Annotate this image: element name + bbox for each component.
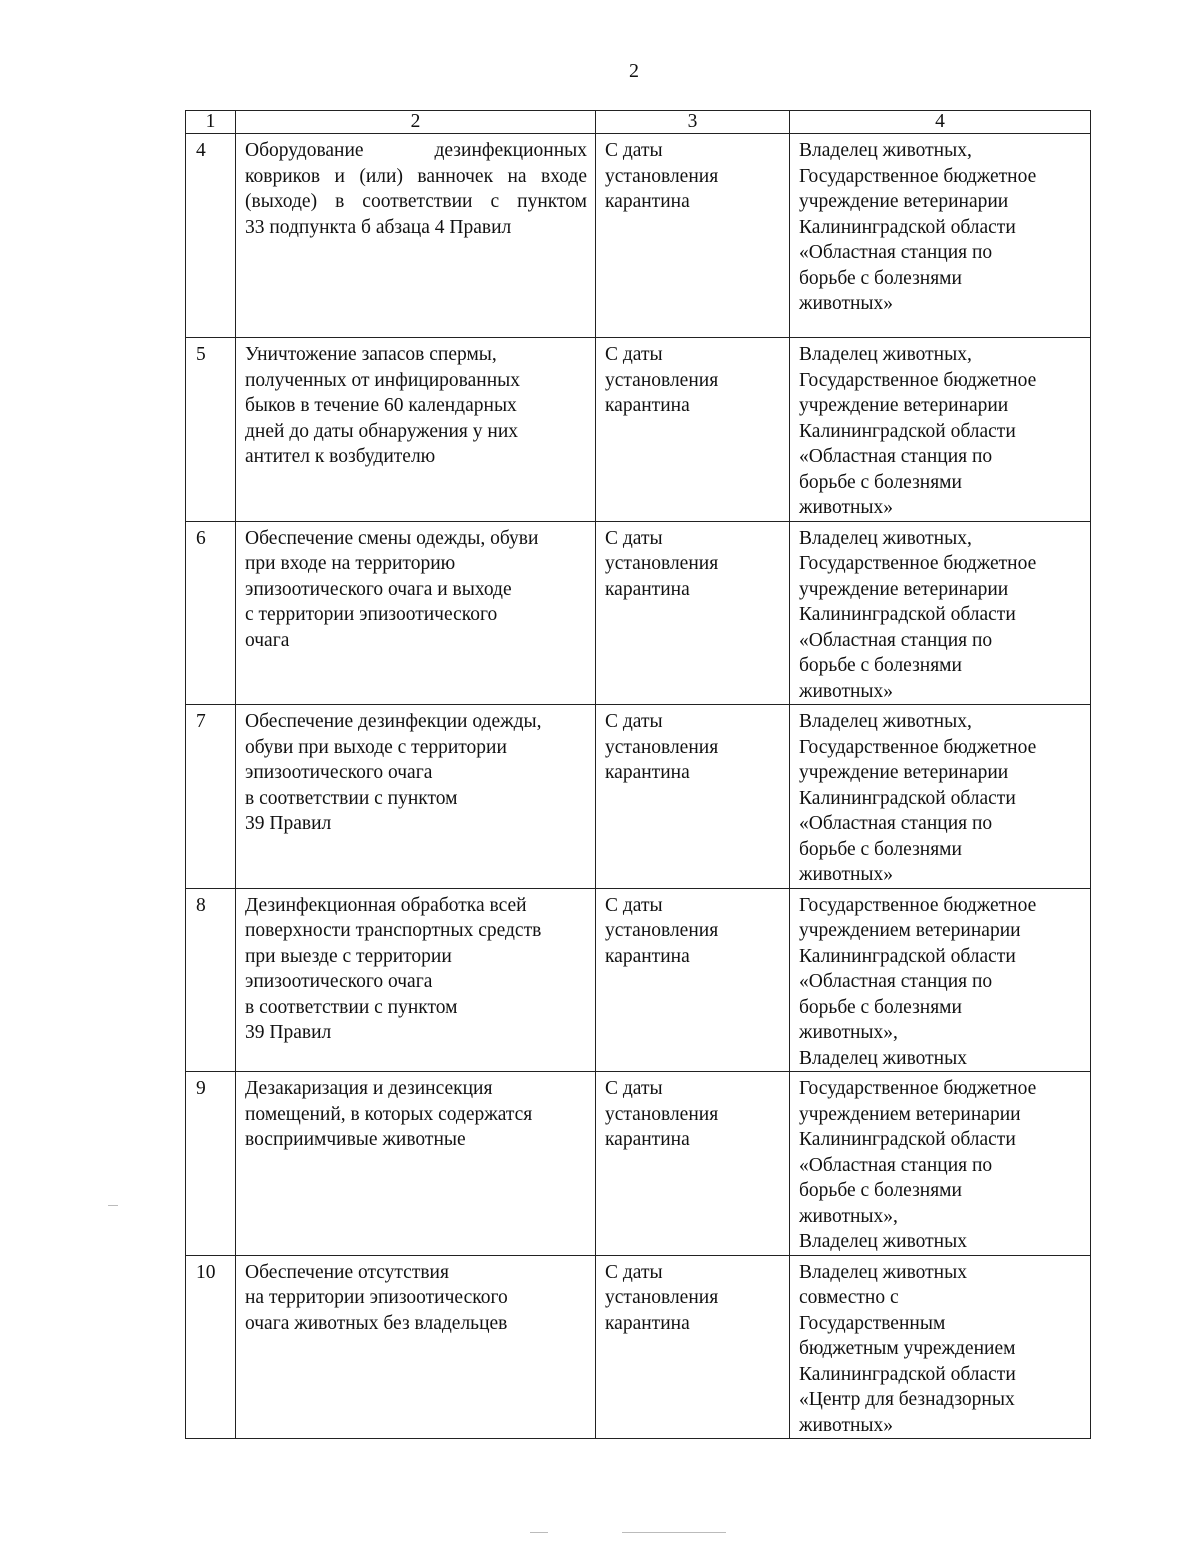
- term-line: установления: [605, 1287, 719, 1308]
- term-line: карантина: [605, 395, 690, 416]
- table-row: [186, 134, 1091, 338]
- measure-line: 39 Правил: [245, 813, 332, 834]
- responsible-line: Государственное бюджетное: [799, 369, 1037, 391]
- responsible-line: борьбе с болезнями: [799, 996, 962, 1018]
- responsible-line: учреждение ветеринарии: [799, 395, 1009, 416]
- measure-line: в соответствии с пунктом: [245, 787, 458, 809]
- table-header-row: [186, 111, 1091, 134]
- responsible-line: животных»,: [799, 1205, 898, 1227]
- table-row: [186, 705, 1091, 889]
- responsible-line: Владелец животных: [799, 1231, 967, 1252]
- page-number: 2: [629, 60, 639, 82]
- measure-line: восприимчивые животные: [245, 1129, 466, 1150]
- measure-cell: [236, 1255, 596, 1439]
- term-line: установления: [605, 369, 719, 391]
- measure-line: Обеспечение смены одежды, обуви: [245, 527, 539, 549]
- responsible-line: Государственное бюджетное: [799, 894, 1037, 916]
- term-line: установления: [605, 1103, 719, 1125]
- responsible-cell: [790, 888, 1091, 1072]
- responsible-line: учреждением ветеринарии: [799, 1103, 1021, 1125]
- responsible-line: Владелец животных,: [799, 711, 972, 732]
- responsible-line: Калининградской области: [799, 787, 1016, 809]
- term-cell: [596, 338, 790, 522]
- column-header-1: 1: [186, 111, 236, 134]
- responsible-line: «Областная станция по: [799, 446, 993, 467]
- row-number: 4: [186, 134, 236, 338]
- term-line: карантина: [605, 1312, 690, 1334]
- term-line: С даты: [605, 527, 663, 549]
- term-line: карантина: [605, 762, 690, 783]
- term-line: карантина: [605, 191, 690, 212]
- measure-line: Дезакаризация и дезинсекция: [245, 1078, 493, 1099]
- responsible-line: учреждение ветеринарии: [799, 762, 1009, 783]
- responsible-line: Владелец животных,: [799, 140, 972, 161]
- measure-line: антител к возбудителю: [245, 446, 436, 467]
- table-row: [186, 888, 1091, 1072]
- responsible-line: животных»: [799, 864, 894, 885]
- responsible-line: Калининградской области: [799, 604, 1016, 625]
- responsible-line: Калининградской области: [799, 216, 1016, 238]
- term-cell: [596, 521, 790, 705]
- responsible-cell: [790, 521, 1091, 705]
- term-cell: [596, 134, 790, 338]
- responsible-line: животных»: [799, 293, 894, 314]
- row-number: 6: [186, 521, 236, 705]
- responsible-line: животных»: [799, 680, 894, 702]
- responsible-line: учреждением ветеринарии: [799, 920, 1021, 941]
- measure-line: очага животных без владельцев: [245, 1312, 508, 1334]
- responsible-line: Государственное бюджетное: [799, 736, 1037, 758]
- responsible-line: животных»,: [799, 1022, 898, 1043]
- responsible-line: борьбе с болезнями: [799, 471, 962, 493]
- measure-line: быков в течение 60 календарных: [245, 395, 517, 416]
- measure-line: (выходе) в соответствии с пунктом: [245, 191, 587, 212]
- scan-artifact: [530, 1532, 548, 1533]
- responsible-line: «Областная станция по: [799, 813, 993, 834]
- measure-line: Обеспечение отсутствия: [245, 1261, 449, 1283]
- term-line: установления: [605, 553, 719, 574]
- measure-line: Оборудование дезинфекционных: [245, 140, 587, 161]
- term-line: карантина: [605, 1129, 690, 1150]
- responsible-line: учреждение ветеринарии: [799, 578, 1009, 600]
- responsible-line: животных»: [799, 497, 894, 518]
- measure-cell: [236, 521, 596, 705]
- term-cell: [596, 1072, 790, 1256]
- term-line: С даты: [605, 1261, 663, 1283]
- term-cell: [596, 705, 790, 889]
- responsible-line: Владелец животных,: [799, 527, 972, 549]
- responsible-line: Государственное бюджетное: [799, 165, 1037, 187]
- responsible-line: Государственным: [799, 1312, 946, 1334]
- row-number: 8: [186, 888, 236, 1072]
- measure-line: очага: [245, 629, 290, 651]
- table-row: [186, 521, 1091, 705]
- column-header-3: 3: [596, 111, 790, 134]
- responsible-line: Владелец животных: [799, 1047, 967, 1069]
- responsible-line: Калининградской области: [799, 420, 1016, 442]
- term-line: С даты: [605, 711, 663, 732]
- measure-line: 33 подпункта б абзаца 4 Правил: [245, 216, 512, 238]
- term-line: установления: [605, 736, 719, 758]
- term-line: установления: [605, 920, 719, 941]
- measure-line: поверхности транспортных средств: [245, 920, 542, 941]
- measure-line: с территории эпизоотического: [245, 604, 498, 625]
- responsible-cell: [790, 705, 1091, 889]
- term-cell: [596, 888, 790, 1072]
- responsible-line: Калининградской области: [799, 1363, 1016, 1385]
- measure-line: 39 Правил: [245, 1022, 332, 1043]
- measure-line: эпизоотического очага и выходе: [245, 578, 512, 600]
- measure-line: Уничтожение запасов спермы,: [245, 344, 497, 365]
- term-line: установления: [605, 165, 719, 187]
- measure-line: полученных от инфицированных: [245, 369, 520, 391]
- measure-cell: [236, 338, 596, 522]
- responsible-line: бюджетным учреждением: [799, 1338, 1016, 1359]
- responsible-cell: [790, 1072, 1091, 1256]
- row-number: 9: [186, 1072, 236, 1256]
- table-row: [186, 1255, 1091, 1439]
- scan-artifact: [622, 1532, 726, 1533]
- term-line: карантина: [605, 945, 690, 967]
- measure-line: Дезинфекционная обработка всей: [245, 894, 527, 916]
- measure-line: эпизоотического очага: [245, 762, 433, 783]
- responsible-line: борьбе с болезнями: [799, 1180, 962, 1201]
- responsible-line: борьбе с болезнями: [799, 838, 962, 860]
- term-line: С даты: [605, 344, 663, 365]
- row-number: 10: [186, 1255, 236, 1439]
- row-number: 7: [186, 705, 236, 889]
- responsible-line: Государственное бюджетное: [799, 553, 1037, 574]
- term-cell: [596, 1255, 790, 1439]
- column-header-4: 4: [790, 111, 1091, 134]
- responsible-line: «Областная станция по: [799, 971, 993, 992]
- responsible-line: учреждение ветеринарии: [799, 191, 1009, 212]
- responsible-line: борьбе с болезнями: [799, 267, 962, 289]
- measures-table: [185, 110, 1091, 1439]
- responsible-line: Владелец животных: [799, 1261, 967, 1283]
- term-line: С даты: [605, 1078, 663, 1099]
- measure-line: при выезде с территории: [245, 945, 452, 967]
- responsible-line: Владелец животных,: [799, 344, 972, 365]
- term-line: С даты: [605, 140, 663, 161]
- responsible-line: «Областная станция по: [799, 629, 993, 651]
- measure-line: эпизоотического очага: [245, 971, 433, 992]
- measure-cell: [236, 134, 596, 338]
- table-row: [186, 338, 1091, 522]
- responsible-cell: [790, 134, 1091, 338]
- measure-cell: [236, 705, 596, 889]
- measure-line: при входе на территорию: [245, 553, 456, 574]
- responsible-line: Калининградской области: [799, 945, 1016, 967]
- responsible-line: Калининградской области: [799, 1129, 1016, 1150]
- measure-cell: [236, 888, 596, 1072]
- responsible-cell: [790, 1255, 1091, 1439]
- responsible-line: «Областная станция по: [799, 1154, 993, 1176]
- measure-line: обуви при выходе с территории: [245, 736, 507, 758]
- responsible-line: борьбе с болезнями: [799, 655, 962, 676]
- measure-line: в соответствии с пунктом: [245, 996, 458, 1018]
- responsible-line: совместно с: [799, 1287, 899, 1308]
- scan-artifact: [108, 1205, 118, 1206]
- responsible-cell: [790, 338, 1091, 522]
- responsible-line: Государственное бюджетное: [799, 1078, 1037, 1099]
- term-line: карантина: [605, 578, 690, 600]
- measure-line: дней до даты обнаружения у них: [245, 420, 519, 442]
- measure-line: Обеспечение дезинфекции одежды,: [245, 711, 542, 732]
- responsible-line: «Областная станция по: [799, 242, 993, 263]
- term-line: С даты: [605, 894, 663, 916]
- row-number: 5: [186, 338, 236, 522]
- measure-line: ковриков и (или) ванночек на входе: [245, 165, 587, 187]
- measure-line: на территории эпизоотического: [245, 1287, 508, 1308]
- table-row: [186, 1072, 1091, 1256]
- column-header-2: 2: [236, 111, 596, 134]
- responsible-line: животных»: [799, 1414, 894, 1436]
- measure-line: помещений, в которых содержатся: [245, 1103, 533, 1125]
- measure-cell: [236, 1072, 596, 1256]
- responsible-line: «Центр для безнадзорных: [799, 1389, 1015, 1410]
